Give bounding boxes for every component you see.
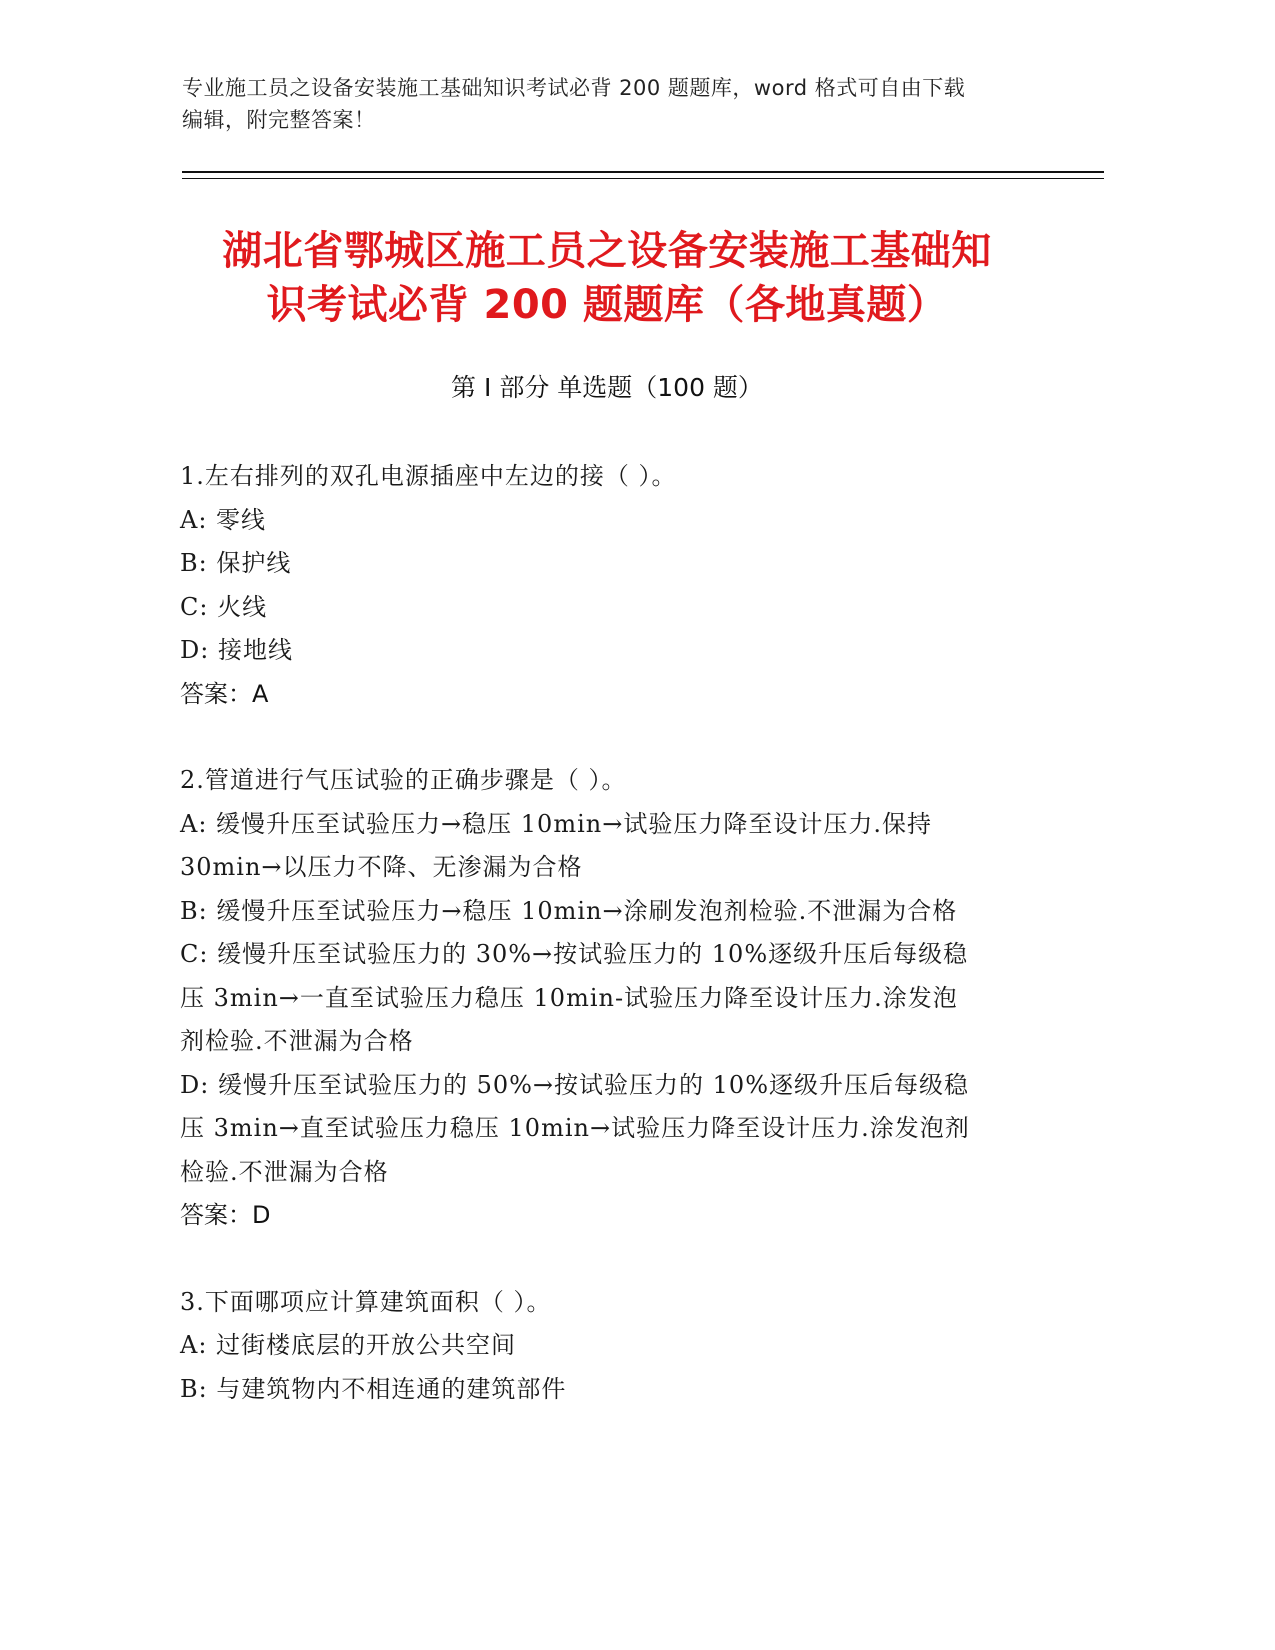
question-2 bbox=[180, 759, 1050, 1238]
document-title bbox=[182, 224, 1032, 332]
option-c-line-2: 压 3min→一直至试验压力稳压 10min-试验压力降至设计压力.涂发泡 bbox=[180, 983, 958, 1012]
option-a: A: 过街楼底层的开放公共空间 bbox=[180, 1331, 517, 1359]
header-divider-thin bbox=[182, 178, 1104, 179]
option-a-line-2: 30min→以压力不降、无渗漏为合格 bbox=[180, 853, 583, 881]
section-title: 第 I 部分 单选题（100 题） bbox=[451, 373, 763, 402]
document-title-line-1: 湖北省鄂城区施工员之设备安装施工基础知 bbox=[222, 228, 992, 274]
question-spacer bbox=[180, 1238, 1050, 1281]
option-c-line-3: 剂检验.不泄漏为合格 bbox=[180, 1027, 414, 1055]
header-divider-thick bbox=[182, 171, 1104, 173]
option-a-line-1: A: 缓慢升压至试验压力→稳压 10min→试验压力降至设计压力.保持 bbox=[180, 809, 932, 838]
question-spacer bbox=[180, 716, 1050, 759]
option-d: D: 接地线 bbox=[180, 636, 293, 664]
document-title-line-2: 识考试必背 200 题题库（各地真题） bbox=[266, 282, 948, 328]
question-3 bbox=[180, 1281, 1050, 1412]
header-note-line-1: 专业施工员之设备安装施工基础知识考试必背 200 题题库，word 格式可自由下载 bbox=[182, 76, 966, 100]
option-a: A: 零线 bbox=[180, 505, 267, 534]
question-stem: 1.左右排列的双孔电源插座中左边的接（ ）。 bbox=[180, 462, 677, 490]
option-d-line-1: D: 缓慢升压至试验压力的 50%→按试验压力的 10%逐级升压后每级稳 bbox=[180, 1070, 970, 1099]
option-d-line-2: 压 3min→直至试验压力稳压 10min→试验压力降至设计压力.涂发泡剂 bbox=[180, 1114, 970, 1142]
option-c: C: 火线 bbox=[180, 592, 268, 621]
answer-line: 答案：A bbox=[180, 679, 269, 708]
option-d-line-3: 检验.不泄漏为合格 bbox=[180, 1157, 389, 1186]
option-c-line-1: C: 缓慢升压至试验压力的 30%→按试验压力的 10%逐级升压后每级稳 bbox=[180, 940, 969, 968]
question-stem: 2.管道进行气压试验的正确步骤是（ ）。 bbox=[180, 766, 627, 794]
option-b: B: 保护线 bbox=[180, 549, 292, 577]
option-b: B: 缓慢升压至试验压力→稳压 10min→涂刷发泡剂检验.不泄漏为合格 bbox=[180, 896, 958, 925]
question-1 bbox=[180, 455, 1050, 716]
question-list bbox=[180, 455, 1050, 1411]
option-b: B: 与建筑物内不相连通的建筑部件 bbox=[180, 1374, 567, 1403]
question-stem: 3.下面哪项应计算建筑面积（ ）。 bbox=[180, 1287, 552, 1316]
header-note-line-2: 编辑，附完整答案！ bbox=[182, 108, 376, 132]
header-note bbox=[182, 72, 1062, 136]
answer-line: 答案：D bbox=[180, 1201, 271, 1229]
